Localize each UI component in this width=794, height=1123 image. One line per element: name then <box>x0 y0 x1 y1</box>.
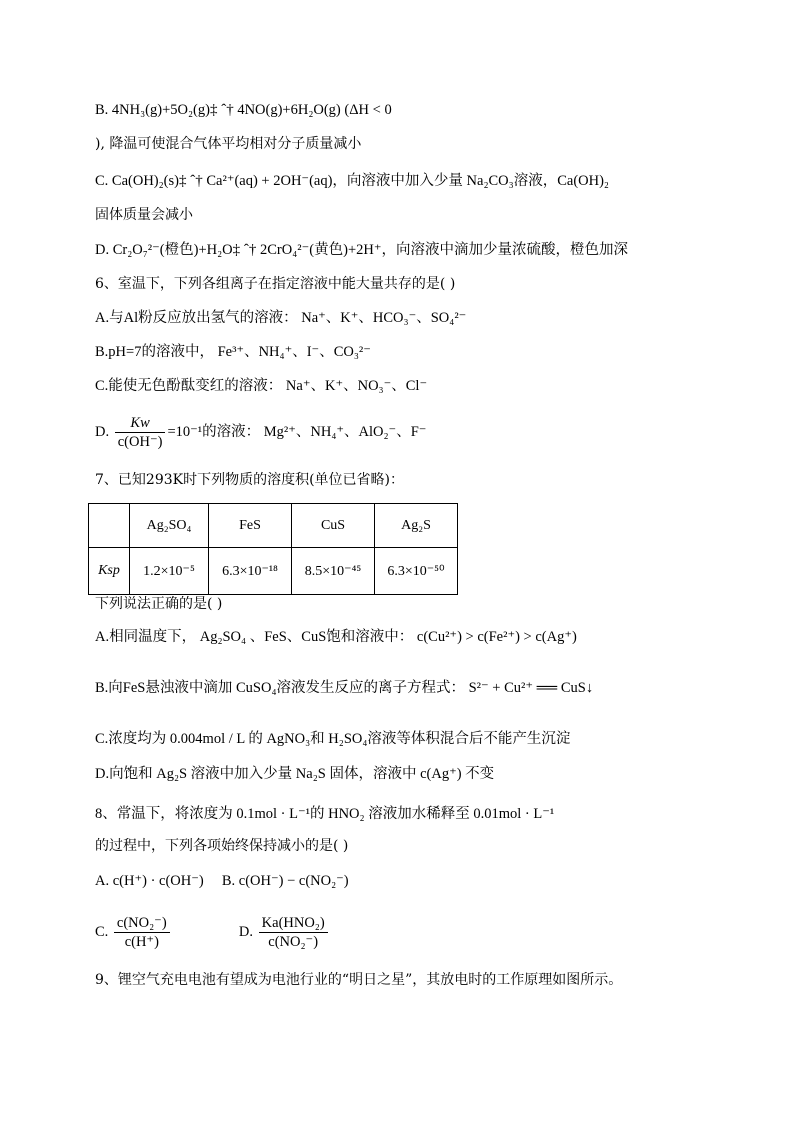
fraction-8d: $\frac{\text{Ka(HNO₂)}}{\text{c(NO₂⁻)}}$ <box>259 914 328 951</box>
table-cell: 8.5×10⁻⁴⁵ <box>292 548 375 595</box>
table-cell: 6.3×10⁻¹⁸ <box>209 548 292 595</box>
option-8cd: C. $\frac{\text{c(NO₂⁻)}}{c(H^+)}$ D. $\frac{\text{Ka(HNO₂)}}{\text{c(NO₂⁻)}}$ <box>95 910 734 954</box>
table-cell: FeS <box>209 504 292 548</box>
reversible-arrow-icon: ‡ ˆ† <box>178 173 203 189</box>
reversible-arrow-icon: ‡ ˆ† <box>232 242 257 258</box>
option-7b: B.向FeS悬浊液中滴加 CuSO₄溶液发生反应的离子方程式： S²⁻ + Cu²⁺ ══ CuS↓ <box>95 680 594 696</box>
question-7-stem: 7、已知293K时下列物质的溶度积(单位已省略)： <box>95 472 405 488</box>
question-6-stem: 6、室温下，下列各组离子在指定溶液中能大量共存的是( ) <box>95 276 456 292</box>
option-5b-tail: ), 降温可使混合气体平均相对分子质量减小 <box>95 136 362 152</box>
reversible-arrow-icon: ‡ ˆ† <box>209 102 234 118</box>
table-cell: 1.2×10⁻⁵ <box>130 548 209 595</box>
table-cell: CuS <box>292 504 375 548</box>
option-7d: D.向饱和 Ag₂S 溶液中加入少量 Na₂S 固体，溶液中 c(Ag⁺) 不变 <box>95 766 495 782</box>
option-5c: C. Ca(OH)₂(s)‡ ˆ† Ca²⁺(aq) + 2OH⁻(aq)，向溶液中加入少量 Na₂CO₃溶液，Ca(OH)₂ <box>95 173 609 189</box>
table-header-row <box>89 504 458 548</box>
question-9-stem: 9、锂空气充电电池有望成为电池行业的“明日之星”，其放电时的工作原理如图所示。 <box>95 972 623 988</box>
fraction-kw-over-coh: $\frac{Kw}{c(OH^-)}$ <box>115 414 166 451</box>
question-7-ask: 下列说法正确的是( ) <box>95 596 223 612</box>
option-5c-tail: 固体质量会减小 <box>95 207 193 223</box>
table-row <box>89 548 458 595</box>
option-8a: A. c(H⁺) · c(OH⁻) <box>95 873 204 889</box>
option-8b: B. c(OH⁻) − c(NO₂⁻) <box>221 873 349 889</box>
ksp-table <box>88 503 458 595</box>
option-6b: B.pH=7的溶液中， Fe³⁺、NH₄⁺、I⁻、CO₃²⁻ <box>95 344 371 360</box>
option-6d: D. $\frac{Kw}{c(OH^-)}$ =10⁻¹的溶液： Mg²⁺、NH₄⁺、AlO₂⁻、F⁻ <box>95 415 427 451</box>
fraction-8c: $\frac{\text{c(NO₂⁻)}}{c(H^+)}$ <box>114 914 170 951</box>
option-5d: D. Cr₂O₇²⁻(橙色)+H₂O‡ ˆ† 2CrO₄²⁻(黄色)+2H⁺，向溶液中滴加少量浓硫酸，橙色加深 <box>95 242 629 258</box>
option-7a: A.相同温度下， Ag₂SO₄ 、FeS、CuS饱和溶液中： c(Cu²⁺) > c(Fe²⁺) > c(Ag⁺) <box>95 629 577 645</box>
option-5b: B. 4NH₃(g)+5O₂(g)‡ ˆ† 4NO(g)+6H₂O(g) (ΔH < 0 <box>95 102 392 118</box>
option-6a: A.与Al粉反应放出氢气的溶液： Na⁺、K⁺、HCO₃⁻、SO₄²⁻ <box>95 310 467 326</box>
option-8ab <box>95 871 734 891</box>
question-8-stem: 8、常温下，将浓度为 0.1mol · L⁻¹的 HNO₂ 溶液加水稀释至 0.01mol · L⁻¹ <box>95 806 555 822</box>
option-7c: C.浓度均为 0.004mol / L 的 AgNO₃和 H₂SO₄溶液等体积混合后不能产生沉淀 <box>95 731 571 747</box>
table-cell: Ag₂SO₄ <box>130 504 209 548</box>
table-cell <box>89 504 130 548</box>
question-8-stem-cont: 的过程中，下列各项始终保持减小的是( ) <box>95 838 349 854</box>
table-cell: 6.3×10⁻⁵⁰ <box>375 548 458 595</box>
table-cell: Ksp <box>89 548 130 595</box>
option-6c: C.能使无色酚酞变红的溶液： Na⁺、K⁺、NO₃⁻、Cl⁻ <box>95 378 428 394</box>
table-cell: Ag₂S <box>375 504 458 548</box>
